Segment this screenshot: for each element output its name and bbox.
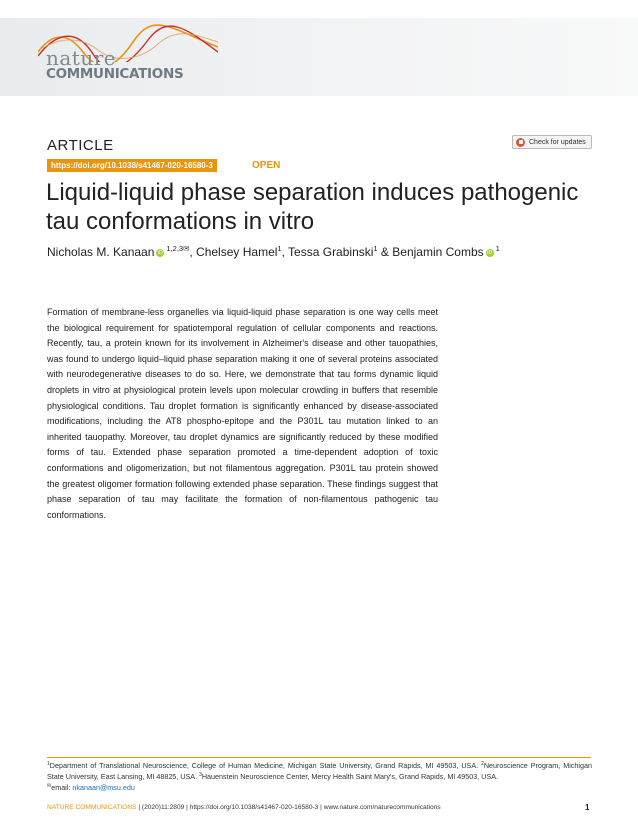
article-type-label: ARTICLE <box>47 137 114 154</box>
affiliation-text: Hauenstein Neuroscience Center, Mercy Health Saint Mary's, Grand Rapids, MI 49503, USA. <box>201 772 499 781</box>
footnote-divider <box>47 757 591 758</box>
envelope-icon: ✉ <box>47 783 52 789</box>
author-list <box>47 245 607 259</box>
affiliation-number: 2 <box>481 761 484 767</box>
author-affiliation-marker: 1 <box>277 244 282 253</box>
page-footer <box>47 804 592 811</box>
author-affiliation-marker: 1 <box>373 244 378 253</box>
abstract: Formation of membrane-less organelles via liquid-liquid phase separation is one way cells meet the biological requirement for spatiotemporal regulation of cellular components and reactions. Recently, tau, a protein known for its involvement in Alzheimer's disease and other tauopathies, was found to undergo liquid–liquid phase separation making it one of several proteins associated with neurodegenerative diseases to do so. Here, we demonstrate that tau forms dynamic liquid droplets in vitro at physiological protein levels upon molecular crowding in buffers that resemble physiological conditions. Tau droplet formation is significantly enhanced by disease-associated modifications, including the AT8 phospho-epitope and the P301L tau mutation linked to an inherited tauopathy. Moreover, tau droplet dynamics are significantly reduced by these modified forms of tau. Extended phase separation promoted a time-dependent adoption of toxic conformations and oligomerization, but not filamentous aggregation. P301L tau protein showed the greatest oligomer formation following extended phase separation. These findings suggest that phase separation of tau may facilitate the formation of non-filamentous pathogenic tau conformations. <box>47 307 438 520</box>
author-name[interactable]: Benjamin Combs <box>392 245 484 259</box>
affiliations <box>47 760 592 793</box>
check-updates-icon <box>516 138 525 147</box>
orcid-icon[interactable]: iD <box>158 249 163 256</box>
article-title: Liquid-liquid phase separation induces pathogenic tau conformations in vitro <box>46 179 579 235</box>
author-name[interactable]: Tessa Grabinski <box>288 245 374 259</box>
check-updates-label: Check for updates <box>529 138 586 146</box>
affiliation-number: 1 <box>47 761 50 767</box>
author-separator: , <box>281 245 289 259</box>
author-name[interactable]: Nicholas M. Kanaan <box>47 245 155 259</box>
doi-link[interactable]: https://doi.org/10.1038/s41467-020-16580-3 <box>47 159 217 172</box>
affiliation-number: 3 <box>199 772 202 778</box>
orcid-icon[interactable]: iD <box>487 249 492 256</box>
correspondence-label: email: <box>51 783 73 792</box>
check-for-updates-button[interactable] <box>512 135 592 149</box>
footer-journal-name: NATURE COMMUNICATIONS <box>47 804 137 811</box>
page-number: 1 <box>585 803 590 812</box>
envelope-icon[interactable]: ✉ <box>183 244 190 253</box>
author-affiliation-marker: 1,2,3✉ <box>166 244 190 253</box>
author-separator: & <box>377 245 393 259</box>
journal-logo[interactable] <box>38 22 218 94</box>
journal-header-banner <box>0 18 638 96</box>
affiliation-text: Neuroscience Program, Michigan State University, East Lansing, MI 48825, USA. <box>47 761 592 781</box>
logo-communications-text: COMMUNICATIONS <box>46 66 184 82</box>
author-separator: , <box>189 245 197 259</box>
open-access-label: OPEN <box>252 160 281 171</box>
author-name[interactable]: Chelsey Hamel <box>196 245 278 259</box>
correspondence-email-link[interactable]: nkanaan@msu.edu <box>72 783 135 792</box>
footer-citation: | (2020)11:2809 | https://doi.org/10.1038/s41467-020-16580-3 | www.nature.com/naturecommunications <box>136 804 441 811</box>
author-affiliation-marker: 1 <box>495 244 500 253</box>
logo-nature-text: nature <box>46 46 117 70</box>
affiliation-text: Department of Translational Neuroscience, College of Human Medicine, Michigan State University, Grand Rapids, MI 49503, USA. <box>49 761 482 770</box>
